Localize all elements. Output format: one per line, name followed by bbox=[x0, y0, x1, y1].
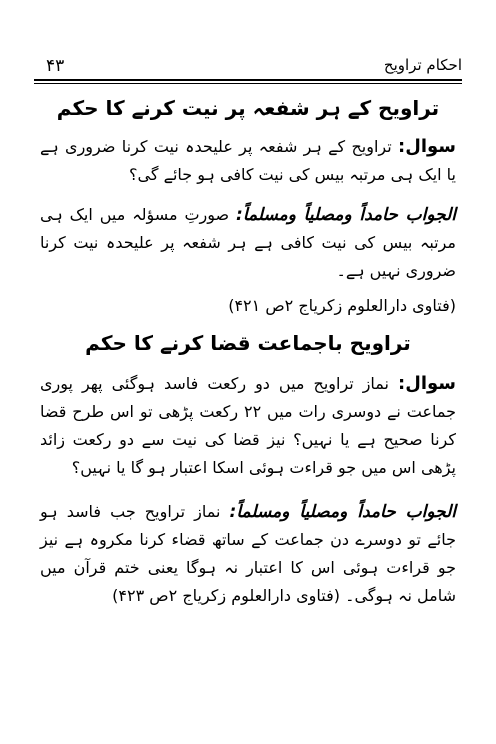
answer-label: الجواب حامداً ومصلیاً ومسلماً: bbox=[236, 205, 456, 225]
section-2-answer bbox=[40, 498, 456, 610]
answer-text: نماز تراویح جب فاسد ہو جائے تو دوسرے دن جماعت کے ساتھ قضاء کرنا مکروہ ہے نیز جو قراءت ہوئی اس کا اعتبار نہ ہوگا یعنی ختم قرآن میں شامل نہ ہوگی۔ bbox=[40, 502, 456, 605]
question-text: تراویح کے ہر شفعہ پر علیحدہ نیت کرنا ضروری ہے یا ایک ہی مرتبہ بیس کی نیت کافی ہو جائے گی؟ bbox=[40, 137, 456, 184]
answer-text: صورتِ مسؤلہ میں ایک ہی مرتبہ بیس کی نیت کافی ہے ہر شفعہ پر علیحدہ نیت کرنا ضروری نہیں ہے۔ bbox=[40, 205, 456, 280]
section-1-question bbox=[40, 133, 456, 189]
question-label: سوال: bbox=[398, 373, 456, 394]
header-rule-thin bbox=[34, 83, 462, 84]
section-2-heading: تراویح باجماعت قضا کرنے کا حکم bbox=[85, 331, 411, 355]
question-label: سوال: bbox=[398, 136, 456, 157]
header-rule bbox=[34, 79, 462, 81]
section-1-heading: تراویح کے ہر شفعہ پر نیت کرنے کا حکم bbox=[56, 96, 440, 120]
page-header bbox=[34, 50, 462, 78]
running-title: احکام تراویح bbox=[383, 56, 462, 74]
section-2-question bbox=[40, 370, 456, 482]
section-2-reference: (فتاوی دارالعلوم زکریاج ۲ص ۴۲۳) bbox=[112, 586, 340, 605]
section-1-reference: (فتاوی دارالعلوم زکریاج ۲ص ۴۲۱) bbox=[228, 296, 456, 315]
section-1-answer bbox=[40, 201, 456, 285]
question-text: نماز تراویح میں دو رکعت فاسد ہوگئی پھر پوری جماعت نے دوسری رات میں ۲۲ رکعت پڑھی تو اس طرح قضا کرنا صحیح ہے یا نہیں؟ نیز قضا کی نیت سے دو رکعت زائد پڑھی اس میں جو قراءت ہوئی اسکا اعتبار ہو گا یا نہیں؟ bbox=[40, 374, 457, 477]
page-number: ۴۳ bbox=[46, 56, 65, 76]
answer-label: الجواب حامداً ومصلیاً ومسلماً: bbox=[229, 502, 457, 522]
